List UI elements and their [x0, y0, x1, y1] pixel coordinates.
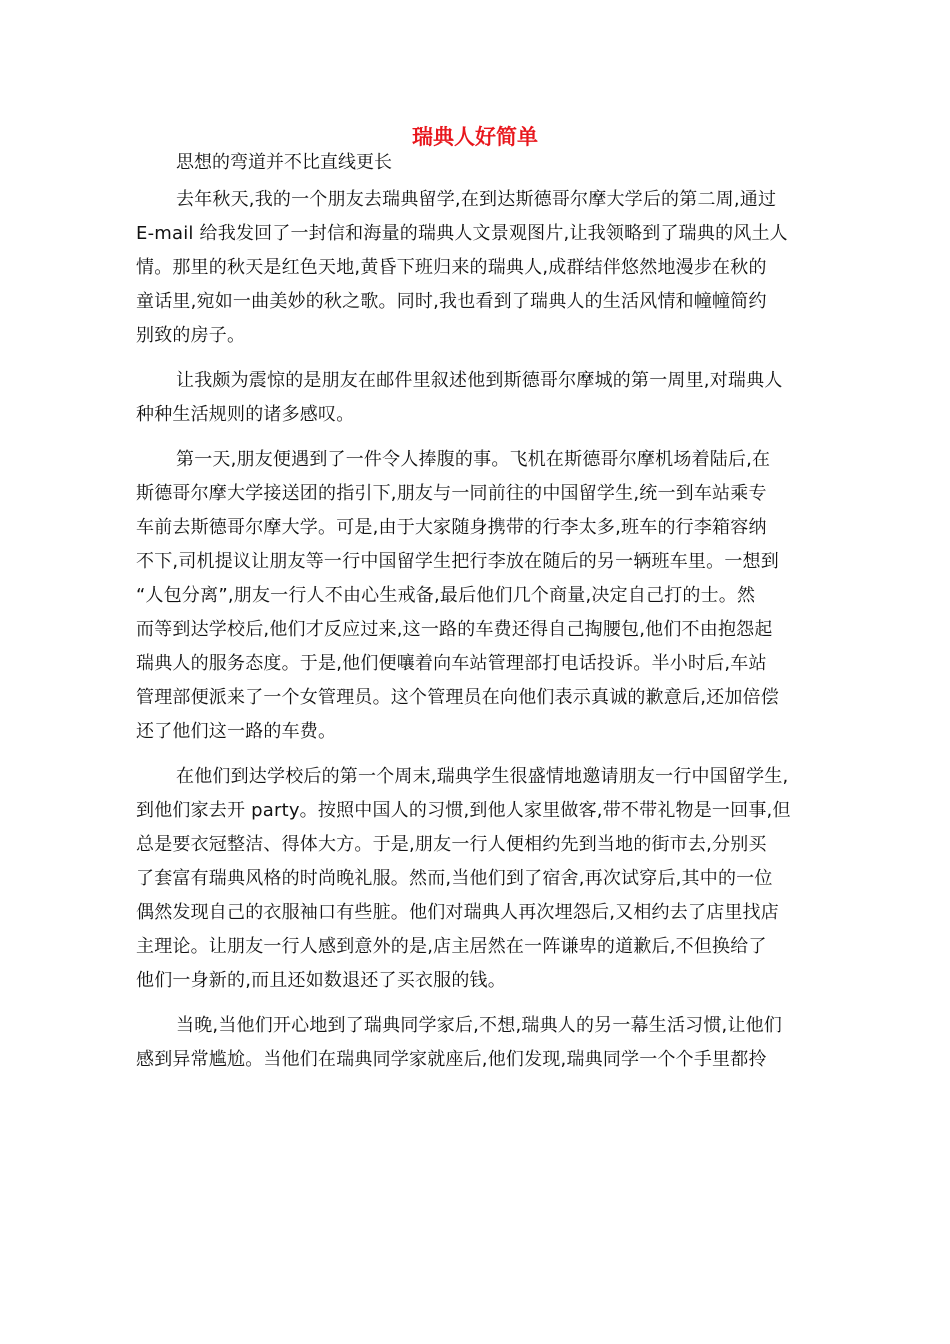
paragraph-line: 了套富有瑞典风格的时尚晚礼服。然而,当他们到了宿舍,再次试穿后,其中的一位 [136, 868, 773, 889]
paragraph-line: 车前去斯德哥尔摩大学。可是,由于大家随身携带的行李太多,班车的行李箱容纳 [136, 517, 767, 538]
paragraph-line: 到他们家去开 party。按照中国人的习惯,到他人家里做客,带不带礼物是一回事,但 [136, 800, 791, 821]
paragraph-line: 管理部便派来了一个女管理员。这个管理员在向他们表示真诚的歉意后,还加倍偿 [136, 687, 779, 708]
document-body [136, 183, 816, 1088]
paragraph-line: E-mail 给我发回了一封信和海量的瑞典人文景观图片,让我领略到了瑞典的风土人 [136, 223, 788, 244]
paragraph-line: 而等到达学校后,他们才反应过来,这一路的车费还得自己掏腰包,他们不由抱怨起 [136, 619, 773, 640]
paragraph-line: 情。那里的秋天是红色天地,黄昏下班归来的瑞典人,成群结伴悠然地漫步在秋的 [136, 257, 767, 278]
paragraph-line: 不下,司机提议让朋友等一行中国留学生把行李放在随后的另一辆班车里。一想到 [136, 551, 779, 572]
paragraph-line: 在他们到达学校后的第一个周末,瑞典学生很盛情地邀请朋友一行中国留学生, [176, 766, 789, 787]
paragraph [136, 1009, 816, 1077]
paragraph-line: 还了他们这一路的车费。 [136, 721, 337, 742]
paragraph-line: 当晚,当他们开心地到了瑞典同学家后,不想,瑞典人的另一幕生活习惯,让他们 [176, 1015, 783, 1036]
paragraph-line: 斯德哥尔摩大学接送团的指引下,朋友与一同前往的中国留学生,统一到车站乘专 [136, 483, 767, 504]
paragraph-line: “人包分离”,朋友一行人不由心生戒备,最后他们几个商量,决定自己打的士。然 [136, 585, 756, 606]
paragraph-line: 他们一身新的,而且还如数退还了买衣服的钱。 [136, 970, 506, 991]
paragraph-line: 主理论。让朋友一行人感到意外的是,店主居然在一阵谦卑的道歉后,不但换给了 [136, 936, 767, 957]
paragraph-line: 感到异常尴尬。当他们在瑞典同学家就座后,他们发现,瑞典同学一个个手里都拎 [136, 1049, 767, 1070]
paragraph-line: 第一天,朋友便遇到了一件令人捧腹的事。飞机在斯德哥尔摩机场着陆后,在 [176, 449, 771, 470]
document-title: 瑞典人好简单 [412, 125, 538, 149]
paragraph-line: 去年秋天,我的一个朋友去瑞典留学,在到达斯德哥尔摩大学后的第二周,通过 [176, 189, 777, 210]
paragraph-line: 偶然发现自己的衣服袖口有些脏。他们对瑞典人再次埋怨后,又相约去了店里找店 [136, 902, 779, 923]
paragraph [136, 443, 816, 749]
paragraph-line: 瑞典人的服务态度。于是,他们便嚷着向车站管理部打电话投诉。半小时后,车站 [136, 653, 767, 674]
paragraph-line: 种种生活规则的诸多感叹。 [136, 404, 355, 425]
paragraph-line: 童话里,宛如一曲美妙的秋之歌。同时,我也看到了瑞典人的生活风情和幢幢简约 [136, 291, 767, 312]
paragraph-line: 别致的房子。 [136, 325, 246, 346]
paragraph [136, 183, 816, 353]
paragraph-line: 让我颇为震惊的是朋友在邮件里叙述他到斯德哥尔摩城的第一周里,对瑞典人 [176, 370, 783, 391]
document-subtitle: 思想的弯道并不比直线更长 [176, 152, 392, 173]
paragraph-line: 总是要衣冠整洁、得体大方。于是,朋友一行人便相约先到当地的街市去,分别买 [136, 834, 767, 855]
paragraph [136, 364, 816, 432]
paragraph [136, 760, 816, 998]
